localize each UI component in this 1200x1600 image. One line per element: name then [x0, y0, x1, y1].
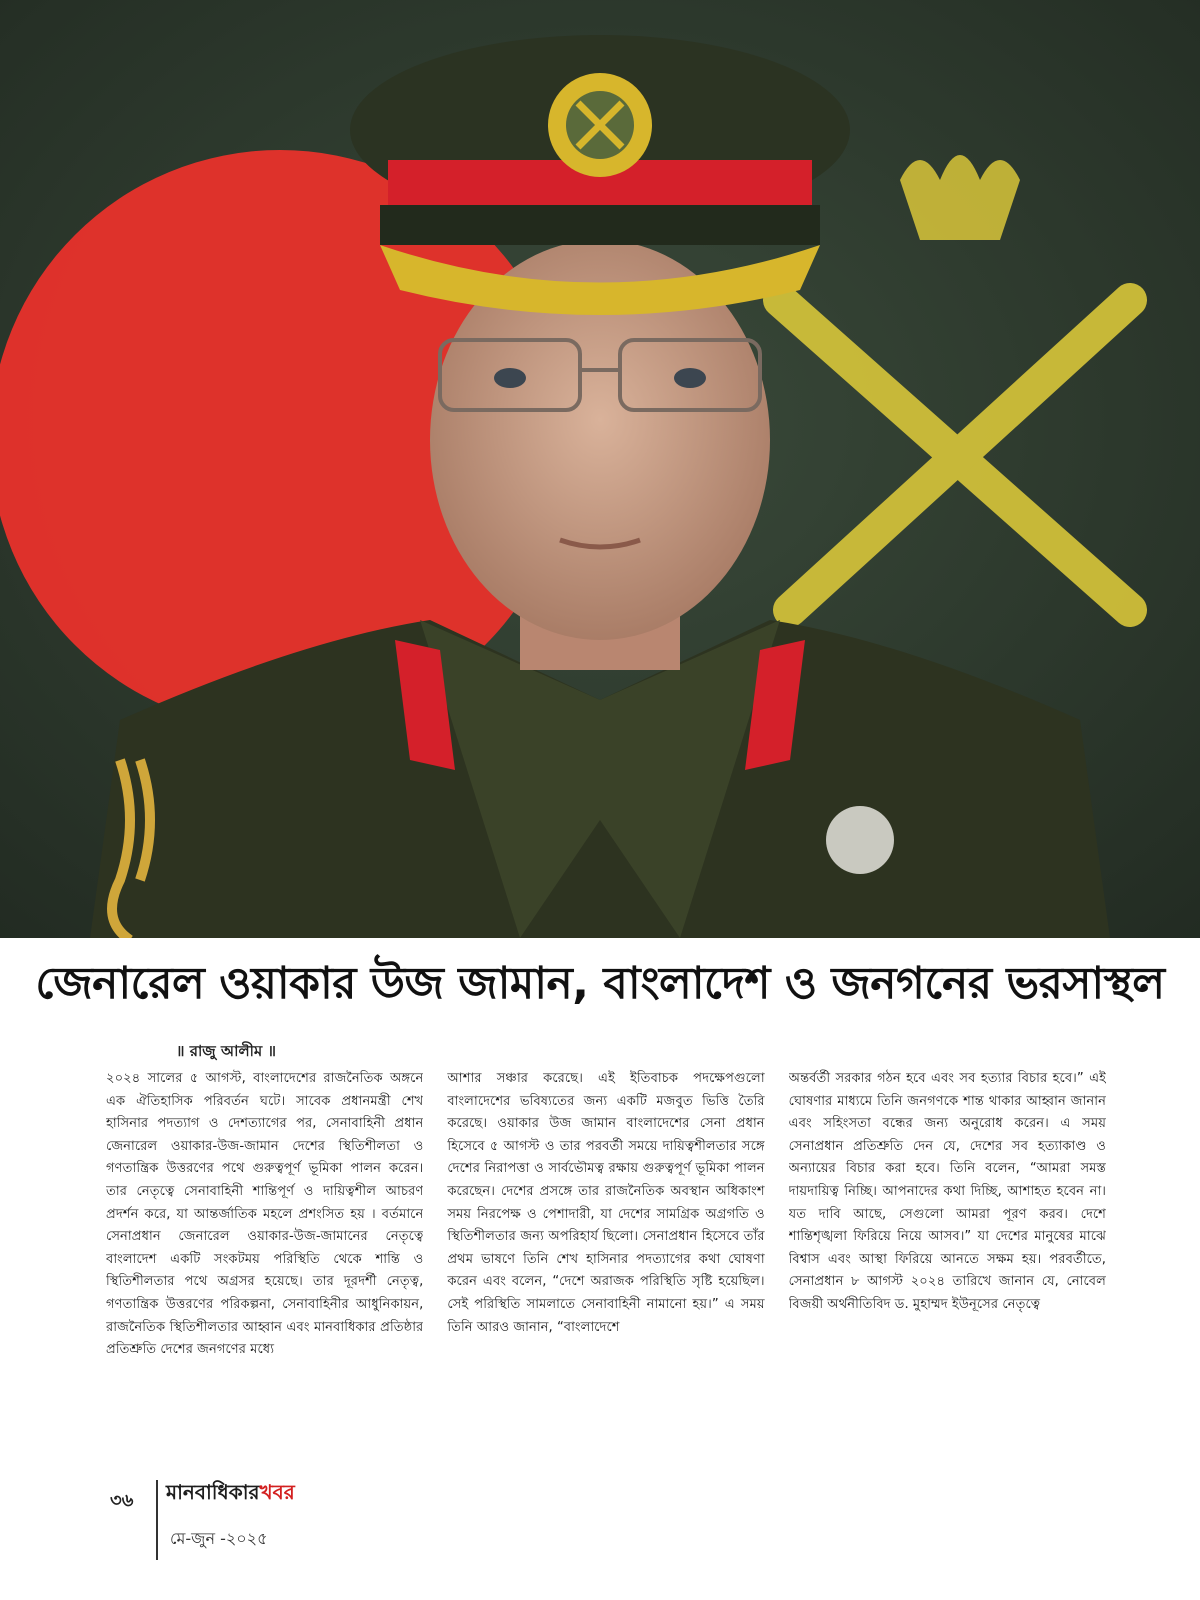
article-column-1 [106, 1068, 423, 1488]
logo-main-text: মানবাধিকার [166, 1480, 260, 1504]
article-column-2 [447, 1068, 764, 1488]
column-2-text: আশার সঞ্চার করেছে। এই ইতিবাচক পদক্ষেপগুলো বাংলাদেশের ভবিষ্যতের জন্য একটি মজবুত ভিত্তি তৈরি করেছে। ওয়াকার উজ জামান বাংলাদেশের সেনা প্রধান হিসেবে ৫ আগস্ট ও তার পরবর্তী সময়ে দায়িত্বশীলতার সঙ্গে দেশের নিরাপত্তা ও সার্বভৌমত্ব রক্ষায় গুরুত্বপূর্ণ ভূমিকা পালন করেছেন। দেশের প্রসঙ্গে তার রাজনৈতিক অবস্থান অধিকাংশ সময় নিরপেক্ষ ও পেশাদারী, যা দেশের সামগ্রিক অগ্রগতি ও স্থিতিশীলতার জন্য অপরিহার্য ছিলো। সেনাপ্রধান হিসেবে তাঁর প্রথম ভাষণে তিনি শেখ হাসিনার পদত্যাগের কথা ঘোষণা করেন এবং বলেন, “দেশে অরাজক পরিস্থিতি সৃষ্টি হয়েছিল। সেই পরিস্থিতি সামলাতে সেনাবাহিনী নামানো হয়।” এ সময় তিনি আরও জানান, “বাংলাদেশে [447, 1071, 765, 1335]
issue-date: মে-জুন -২০২৫ [170, 1529, 268, 1548]
byline: ॥ রাজু আলীম ॥ [176, 1042, 276, 1060]
article-headline: জেনারেল ওয়াকার উজ জামান, বাংলাদেশ ও জনগনের ভরসাস্থল [35, 958, 1165, 1009]
column-1-text: ২০২৪ সালের ৫ আগস্ট, বাংলাদেশের রাজনৈতিক অঙ্গনে এক ঐতিহাসিক পরিবর্তন ঘটে। সাবেক প্রধানমন্ত্রী শেখ হাসিনার পদত্যাগ ও দেশত্যাগের পর, সেনাবাহিনী প্রধান জেনারেল ওয়াকার-উজ-জামান দেশের স্থিতিশীলতা ও গণতান্ত্রিক উত্তরণের পথে গুরুত্বপূর্ণ ভূমিকা পালন করেন। তার নেতৃত্বে সেনাবাহিনী শান্তিপূর্ণ ও দায়িত্বশীল আচরণ প্রদর্শন করে, যা আন্তর্জাতিক মহলে প্রশংসিত হয় । বর্তমানে সেনাপ্রধান জেনারেল ওয়াকার-উজ-জামানের নেতৃত্বে বাংলাদেশ একটি সংকটময় পরিস্থিতি থেকে শান্তি ও স্থিতিশীলতার পথে অগ্রসর হয়েছে। তার দূরদর্শী নেতৃত্ব, গণতান্ত্রিক উত্তরণের পরিকল্পনা, সেনাবাহিনীর আধুনিকায়ন, রাজনৈতিক স্থিতিশীলতার আহ্বান এবং মানবাধিকার প্রতিষ্ঠার প্রতিশ্রুতি দেশের জনগণের মধ্যে [106, 1071, 424, 1358]
magazine-logo [166, 1478, 295, 1511]
article-column-3 [789, 1068, 1106, 1488]
column-3-text: অন্তর্বর্তী সরকার গঠন হবে এবং সব হত্যার বিচার হবে।” এই ঘোষণার মাধ্যমে তিনি জনগণকে শান্ত থাকার আহ্বান জানান এবং সহিংসতা বন্ধের জন্য অনুরোধ করেন। এ সময় সেনাপ্রধান প্রতিশ্রুতি দেন যে, দেশের সব হত্যাকাণ্ড ও অন্যায়ের বিচার করা হবে। তিনি বলেন, “আমরা সমস্ত দায়দায়িত্ব নিচ্ছি। আপনাদের কথা দিচ্ছি, আশাহত হবেন না। যত দাবি আছে, সেগুলো আমরা পূরণ করব। দেশে শান্তিশৃঙ্খলা ফিরিয়ে নিয়ে আসব।” যা দেশের মানুষের মাঝে বিশ্বাস এবং আস্থা ফিরিয়ে আনতে সক্ষম হয়। পরবর্তীতে, সেনাপ্রধান ৮ আগস্ট ২০২৪ তারিখে জানান যে, নোবেল বিজয়ী অর্থনীতিবিদ ড. মুহাম্মদ ইউনূসের নেতৃত্বে [788, 1071, 1106, 1312]
article-body [106, 1068, 1106, 1488]
page-number: ৩৬ [110, 1490, 134, 1511]
footer-divider [156, 1480, 158, 1560]
logo-accent-text: খবর [259, 1480, 295, 1504]
